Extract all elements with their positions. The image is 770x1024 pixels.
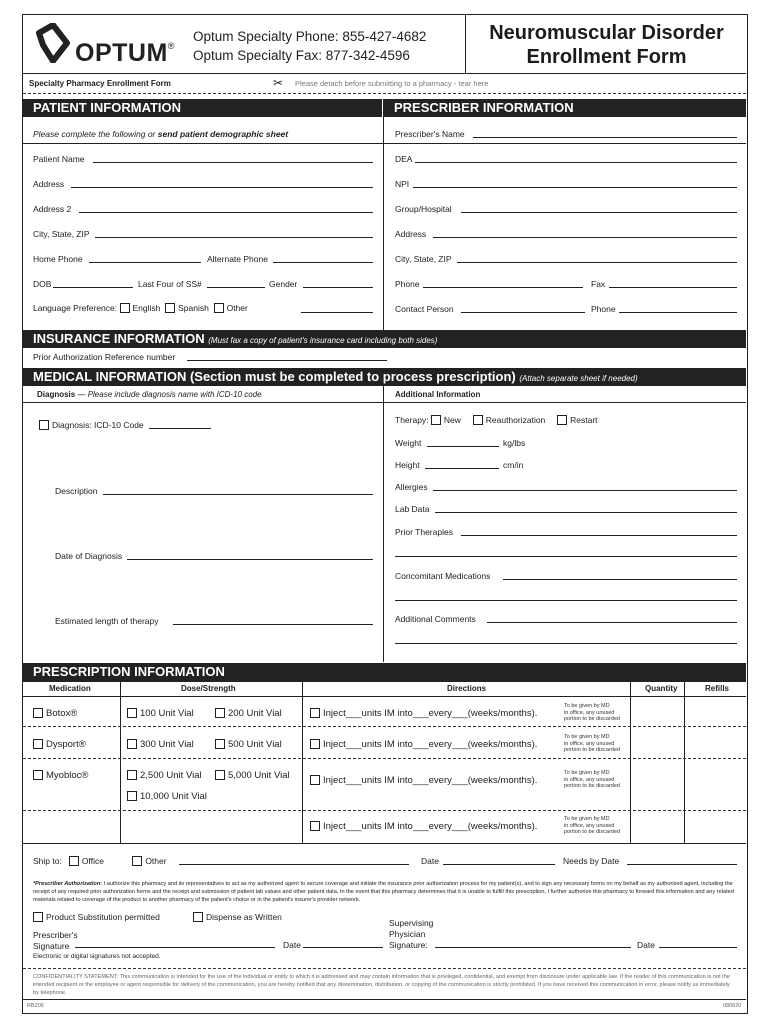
medical-heading: MEDICAL INFORMATION (Section must be completed to process prescription) (Attach separate sheet if needed) <box>23 368 746 386</box>
dose-option: 100 Unit Vial <box>127 708 194 719</box>
directions-checkbox[interactable] <box>310 739 320 749</box>
date-diagnosis-label: Date of Diagnosis <box>55 551 123 561</box>
enrollment-form <box>22 14 748 1014</box>
scissors-icon: ✂ <box>273 76 284 90</box>
home-phone-label: Home Phone <box>33 254 83 264</box>
prescriber-phone-field[interactable] <box>423 287 583 288</box>
subheader-left: Specialty Pharmacy Enrollment Form <box>29 79 171 88</box>
diagnosis-header: Diagnosis — Please include diagnosis name with ICD-10 code <box>37 390 262 399</box>
dob-field[interactable] <box>53 287 133 288</box>
ship-date-field[interactable] <box>443 864 555 865</box>
myobloc-checkbox[interactable] <box>33 770 43 780</box>
ssn-field[interactable] <box>207 287 265 288</box>
tear-note: Please detach before submitting to a pharmacy - tear here <box>295 79 489 88</box>
tear-line <box>23 93 746 94</box>
fax-text: Optum Specialty Fax: 877-342-4596 <box>193 48 410 63</box>
dispense-option: Dispense as Written <box>193 912 282 922</box>
prescriber-fax-label: Fax <box>591 279 606 289</box>
prescriber-name-label: Prescriber's Name <box>395 129 465 139</box>
dose-checkbox[interactable] <box>215 739 225 749</box>
prescriber-signature-label: Prescriber's Signature <box>33 930 78 951</box>
dose-option: 500 Unit Vial <box>215 739 282 750</box>
concomitant-field[interactable] <box>503 579 737 580</box>
prescriber-city-label: City, State, ZIP <box>395 254 452 264</box>
contact-phone-label: Phone <box>591 304 616 314</box>
directions-option: Inject___units IM into___every___(weeks/months). <box>310 775 537 786</box>
address-label: Address <box>33 179 65 189</box>
form-title: Neuromuscular Disorder Enrollment Form <box>465 15 747 73</box>
height-field[interactable] <box>425 468 499 469</box>
dea-label: DEA <box>395 154 413 164</box>
comments-field-2[interactable] <box>395 643 737 644</box>
prescriber-phone-label: Phone <box>395 279 420 289</box>
directions-checkbox[interactable] <box>310 821 320 831</box>
est-length-label: Estimated length of therapy <box>55 616 159 626</box>
gender-label: Gender <box>269 279 298 289</box>
dose-checkbox[interactable] <box>127 770 137 780</box>
comments-label: Additional Comments <box>395 614 476 624</box>
electronic-note: Electronic or digital signatures not accepted. <box>33 953 161 960</box>
sup-date-field[interactable] <box>659 947 737 948</box>
patient-heading: PATIENT INFORMATION <box>23 99 382 117</box>
supervising-signature-field[interactable] <box>435 947 631 948</box>
ssn-label: Last Four of SS# <box>138 279 202 289</box>
patient-instruction: Please complete the following or send patient demographic sheet <box>33 129 289 139</box>
phone-text: Optum Specialty Phone: 855-427-4682 <box>193 29 427 44</box>
needs-by-label: Needs by Date <box>563 856 620 866</box>
reauth-checkbox[interactable] <box>473 415 483 425</box>
home-phone-field[interactable] <box>89 262 201 263</box>
address-field[interactable] <box>71 187 373 188</box>
dysport-checkbox[interactable] <box>33 739 43 749</box>
directions-checkbox[interactable] <box>310 775 320 785</box>
contact-field[interactable] <box>461 312 585 313</box>
col-quantity: Quantity <box>645 684 678 693</box>
contact-label: Contact Person <box>395 304 454 314</box>
dose-option: 300 Unit Vial <box>127 739 194 750</box>
authorization-text: *Prescriber Authorization: I authorize this pharmacy and its representatives to act as my authorized agent to secure coverage and initiate the insurance prior authorization process for my patient(s), and to sign any necessary forms on my behalf as my authorized agent, including the receipt of any required prior authorization forms and the receipt and submission of patient lab values and other patient data. In the event that this pharmacy determines that it is unable to fulfill this prescription, I further authorize this pharmacy to forward this information and any related materials related to coverage of the product to another pharmacy of the patient's choice or in the patient's insurer's provider network. <box>33 881 734 903</box>
prior-auth-label: Prior Authorization Reference number <box>33 352 176 362</box>
subheader <box>23 73 746 93</box>
dose-checkbox[interactable] <box>127 739 137 749</box>
prescriber-signature-field[interactable] <box>75 947 275 948</box>
prior-therapies-field-2[interactable] <box>395 556 737 557</box>
substitution-checkbox[interactable] <box>33 912 43 922</box>
dose-checkbox[interactable] <box>127 708 137 718</box>
new-checkbox[interactable] <box>431 415 441 425</box>
restart-checkbox[interactable] <box>557 415 567 425</box>
concomitant-field-2[interactable] <box>395 600 737 601</box>
lab-label: Lab Data <box>395 504 430 514</box>
sig-date-field[interactable] <box>303 947 383 948</box>
date-diagnosis-field[interactable] <box>127 559 373 560</box>
diagnosis-checkbox[interactable] <box>39 420 49 430</box>
dose-checkbox[interactable] <box>127 791 137 801</box>
other-language-checkbox[interactable] <box>214 303 224 313</box>
address2-field[interactable] <box>79 212 373 213</box>
cm-label: cm/in <box>503 460 524 470</box>
prescriber-address-label: Address <box>395 229 427 239</box>
botox-option: Botox® <box>33 708 77 719</box>
weight-label: Weight <box>395 438 422 448</box>
language-label: Language Preference: English Spanish Other <box>33 303 248 313</box>
dose-option: 2,500 Unit Vial <box>127 770 202 781</box>
footer-code: RB206 <box>27 1003 44 1009</box>
gender-field[interactable] <box>303 287 373 288</box>
comments-field[interactable] <box>487 622 737 623</box>
alt-phone-label: Alternate Phone <box>207 254 268 264</box>
prescriber-address-field[interactable] <box>433 237 737 238</box>
md-note: To be given by MD in office, any unused portion to be discarded <box>564 770 620 789</box>
dose-checkbox[interactable] <box>215 708 225 718</box>
city-field[interactable] <box>95 237 373 238</box>
botox-checkbox[interactable] <box>33 708 43 718</box>
dose-option: 10,000 Unit Vial <box>127 791 207 802</box>
allergies-field[interactable] <box>433 490 737 491</box>
description-field[interactable] <box>103 494 373 495</box>
prescription-heading: PRESCRIPTION INFORMATION <box>23 663 746 681</box>
ship-to: Ship to: Office Other <box>33 856 167 866</box>
optum-logo-icon <box>33 23 73 63</box>
city-label: City, State, ZIP <box>33 229 90 239</box>
allergies-label: Allergies <box>395 482 428 492</box>
supervising-label: Supervising Physician Signature: <box>389 918 434 950</box>
form-header <box>23 15 746 73</box>
md-note: To be given by MD in office, any unused portion to be discarded <box>564 703 620 722</box>
additional-info-header: Additional Information <box>395 390 481 399</box>
address2-label: Address 2 <box>33 204 72 214</box>
contact-phone-field[interactable] <box>619 312 737 313</box>
prescriber-heading: PRESCRIBER INFORMATION <box>384 99 746 117</box>
md-note: To be given by MD in office, any unused portion to be discarded <box>564 734 620 753</box>
sig-date-label: Date <box>283 940 301 950</box>
lab-field[interactable] <box>435 512 737 513</box>
prior-therapies-label: Prior Therapies <box>395 527 453 537</box>
col-directions: Directions <box>447 684 487 693</box>
weight-field[interactable] <box>427 446 499 447</box>
myobloc-option: Myobloc® <box>33 770 88 781</box>
icd10-field[interactable] <box>149 428 211 429</box>
dob-label: DOB <box>33 279 52 289</box>
therapy-label: Therapy: New Reauthorization Restart <box>395 415 598 425</box>
dose-option: 5,000 Unit Vial <box>215 770 290 781</box>
npi-label: NPI <box>395 179 410 189</box>
npi-field[interactable] <box>413 187 737 188</box>
substitution-option: Product Substitution permitted <box>33 912 160 922</box>
alt-phone-field[interactable] <box>273 262 373 263</box>
col-refills: Refills <box>705 684 730 693</box>
confidentiality-statement: CONFIDENTIALITY STATEMENT: This communication is intended for the use of the individual or entity to which it is addressed and may contain information that is privileged, confidential, and exempt from disclosure under applicable law. If the reader of this communication is not the intended recipient or the employee or agent responsible for delivery of the communication, you are hereby notified that any dissemination, distribution, or copying of the communication is strictly prohibited. If you have received this communication in error, please notify us immediately by telephone. <box>33 974 730 996</box>
patient-name-field[interactable] <box>93 162 373 163</box>
concomitant-label: Concomitant Medications <box>395 571 491 581</box>
dysport-option: Dysport® <box>33 739 86 750</box>
prior-auth-field[interactable] <box>187 360 387 361</box>
patient-name-label: Patient Name <box>33 154 85 164</box>
ship-date-label: Date <box>421 856 439 866</box>
dose-checkbox[interactable] <box>215 770 225 780</box>
english-checkbox[interactable] <box>120 303 130 313</box>
directions-option: Inject___units IM into___every___(weeks/months). <box>310 821 537 832</box>
ship-other-field[interactable] <box>179 864 409 865</box>
icd10-label: Diagnosis: ICD-10 Code <box>39 420 144 430</box>
prescriber-name-field[interactable] <box>473 137 737 138</box>
col-medication: Medication <box>49 684 91 693</box>
group-field[interactable] <box>461 212 737 213</box>
dea-field[interactable] <box>415 162 737 163</box>
md-note: To be given by MD in office, any unused portion to be discarded <box>564 816 620 835</box>
needs-by-field[interactable] <box>627 864 737 865</box>
group-label: Group/Hospital <box>395 204 452 214</box>
prior-therapies-field[interactable] <box>461 535 737 536</box>
description-label: Description <box>55 486 98 496</box>
insurance-heading: INSURANCE INFORMATION (Must fax a copy of patient's insurance card including both sides) <box>23 330 746 348</box>
sup-date-label: Date <box>637 940 655 950</box>
other-language-field[interactable] <box>301 312 373 313</box>
brand-name: OPTUM <box>75 39 168 67</box>
directions-checkbox[interactable] <box>310 708 320 718</box>
footer-date: 080620 <box>723 1003 742 1009</box>
other-ship-checkbox[interactable] <box>132 856 142 866</box>
directions-option: Inject___units IM into___every___(weeks/months). <box>310 708 537 719</box>
dispense-checkbox[interactable] <box>193 912 203 922</box>
col-dose: Dose/Strength <box>181 684 236 693</box>
optum-logo: OPTUM® <box>31 21 201 69</box>
contact-info <box>193 27 426 65</box>
kg-label: kg/lbs <box>503 438 526 448</box>
est-length-field[interactable] <box>173 624 373 625</box>
dose-option: 200 Unit Vial <box>215 708 282 719</box>
prescriber-fax-field[interactable] <box>609 287 737 288</box>
directions-option: Inject___units IM into___every___(weeks/months). <box>310 739 537 750</box>
height-label: Height <box>395 460 420 470</box>
spanish-checkbox[interactable] <box>165 303 175 313</box>
office-checkbox[interactable] <box>69 856 79 866</box>
prescriber-city-field[interactable] <box>457 262 737 263</box>
